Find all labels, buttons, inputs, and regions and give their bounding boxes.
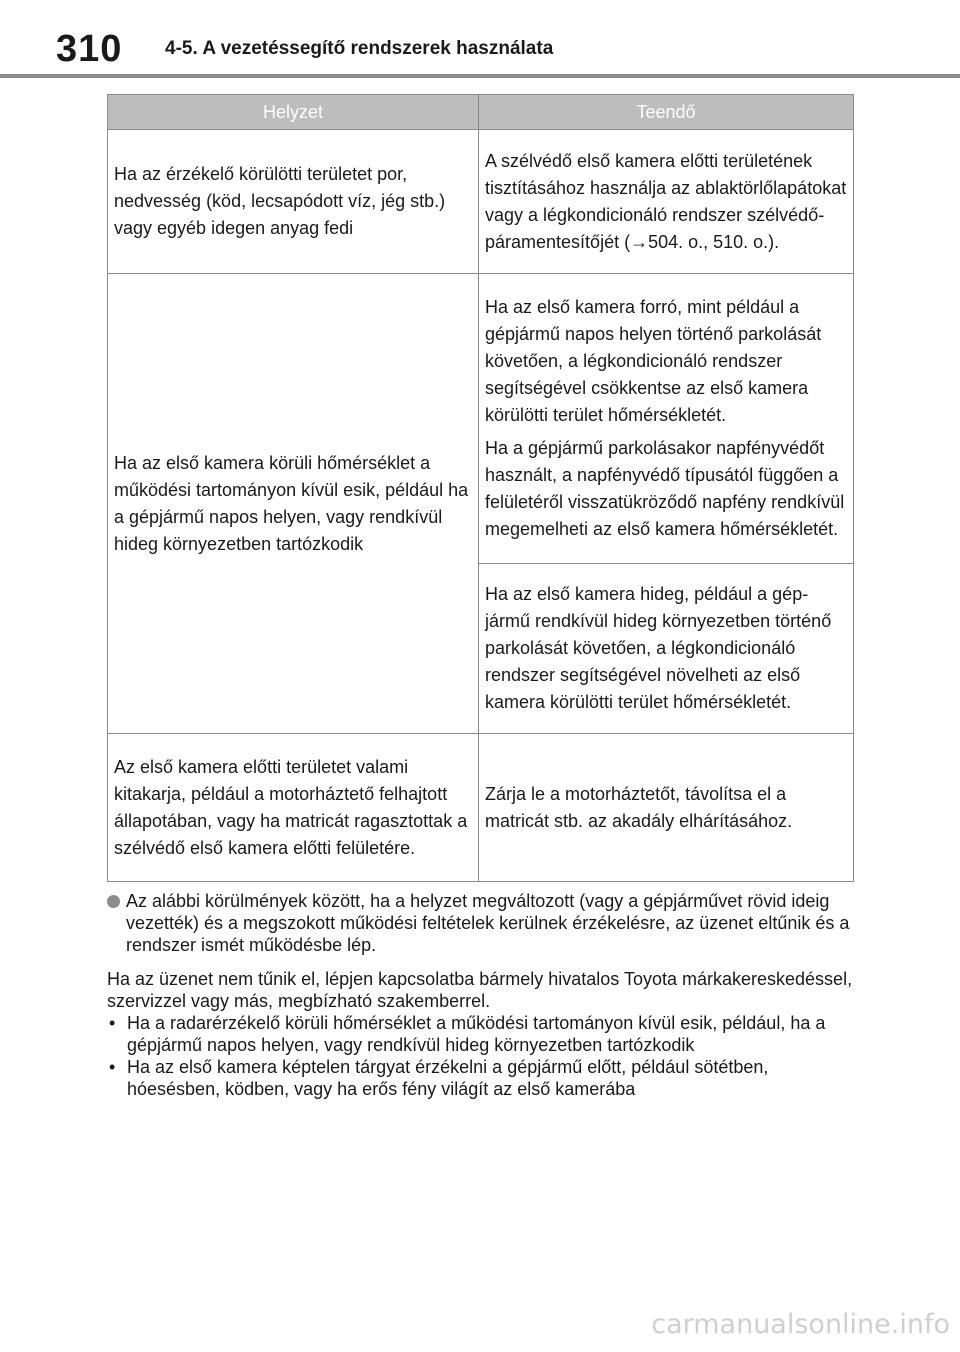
table-row (108, 734, 854, 882)
action-cell (479, 274, 854, 564)
situation-action-table (107, 94, 854, 882)
header-rule (0, 74, 960, 78)
contact-paragraph: Ha az üzenet nem tűnik el, lépjen kapcsolatba bármely hivatalos Toyota márkakereskedéssel, szervizzel vagy más, megbízható szakemberrel. (107, 969, 853, 1011)
circle-bullet-item (107, 890, 857, 956)
list-item-text: Ha az első kamera képtelen tárgyat érzékelni a gépjármű előtt, például sötétben, hóesésben, ködben, vagy ha erős fény világít az első kamerába (127, 1057, 769, 1099)
action-cell: A szélvédő első kamera előtti területének tisztításához használja az ablaktörlőlapátokat vagy a légkondicionáló rendszer szélvédő-páramentesítőjét (→504. o., 510. o.). (479, 130, 854, 274)
column-header-situation: Helyzet (108, 95, 479, 130)
action-cell: Zárja le a motorháztetőt, távolítsa el a matricát stb. az akadály elhárításához. (479, 734, 854, 882)
watermark: carmanualsonline.info (651, 1309, 950, 1340)
list-item (107, 1012, 857, 1056)
section-title: 4-5. A vezetéssegítő rendszerek használata (165, 38, 554, 59)
action-paragraph: Ha az első kamera forró, mint például a gépjármű napos helyen történő parkolását követően, a légkondicionáló rendszer segítségével csökkentse az első kamera körülötti terület hőmérsékletét. (485, 297, 822, 425)
action-paragraph: Ha a gépjármű parkolásakor napfényvédőt használt, a napfényvédő típusától függően a felületéről visszatükröződő napfény rendkívül megemelheti az első kamera hőmérsékletét. (485, 438, 845, 539)
circle-bullet-text: Az alábbi körülmények között, ha a helyzet megváltozott (vagy a gépjárművet rövid ideig vezették) és a megszokott működési feltételek kerülnek érzékelésre, az üzenet eltűnik és a rendszer ismét működésbe lép. (126, 891, 850, 955)
bullet-icon: • (109, 1013, 116, 1033)
table-header-row (108, 95, 854, 130)
action-cell: Ha az első kamera hideg, például a gépjármű rendkívül hideg környezetben történő parkolását követően, a légkondicionáló rendszer segítségével növelheti az első kamera körülötti terület hőmérsékletét. (479, 564, 854, 734)
page-number: 310 (56, 28, 123, 70)
condition-list (107, 1012, 857, 1100)
page-header (0, 0, 960, 80)
situation-cell: Ha az érzékelő körülötti területet por, nedvesség (köd, lecsapódott víz, jég stb.) vagy egyéb idegen anyag fedi (108, 130, 479, 274)
list-item (107, 1056, 857, 1100)
notes-section (107, 890, 857, 1100)
table-row (108, 274, 854, 564)
table-row (108, 130, 854, 274)
situation-cell: Ha az első kamera körüli hőmérséklet a működési tartományon kívül esik, például ha a gépjármű napos helyen, vagy rendkívül hideg környezetben tartózkodik (108, 274, 479, 734)
circle-bullet-icon (107, 895, 120, 908)
column-header-action: Teendő (479, 95, 854, 130)
bullet-icon: • (109, 1057, 116, 1077)
list-item-text: Ha a radarérzékelő körüli hőmérséklet a működési tartományon kívül esik, például, ha a gépjármű napos helyen, vagy rendkívül hideg környezetben tartózkodik (127, 1013, 826, 1055)
situation-cell: Az első kamera előtti területet valami kitakarja, például a motorháztető felhajtott állapotában, vagy ha matricát ragasztottak a szélvédő első kamera előtti felületére. (108, 734, 479, 882)
